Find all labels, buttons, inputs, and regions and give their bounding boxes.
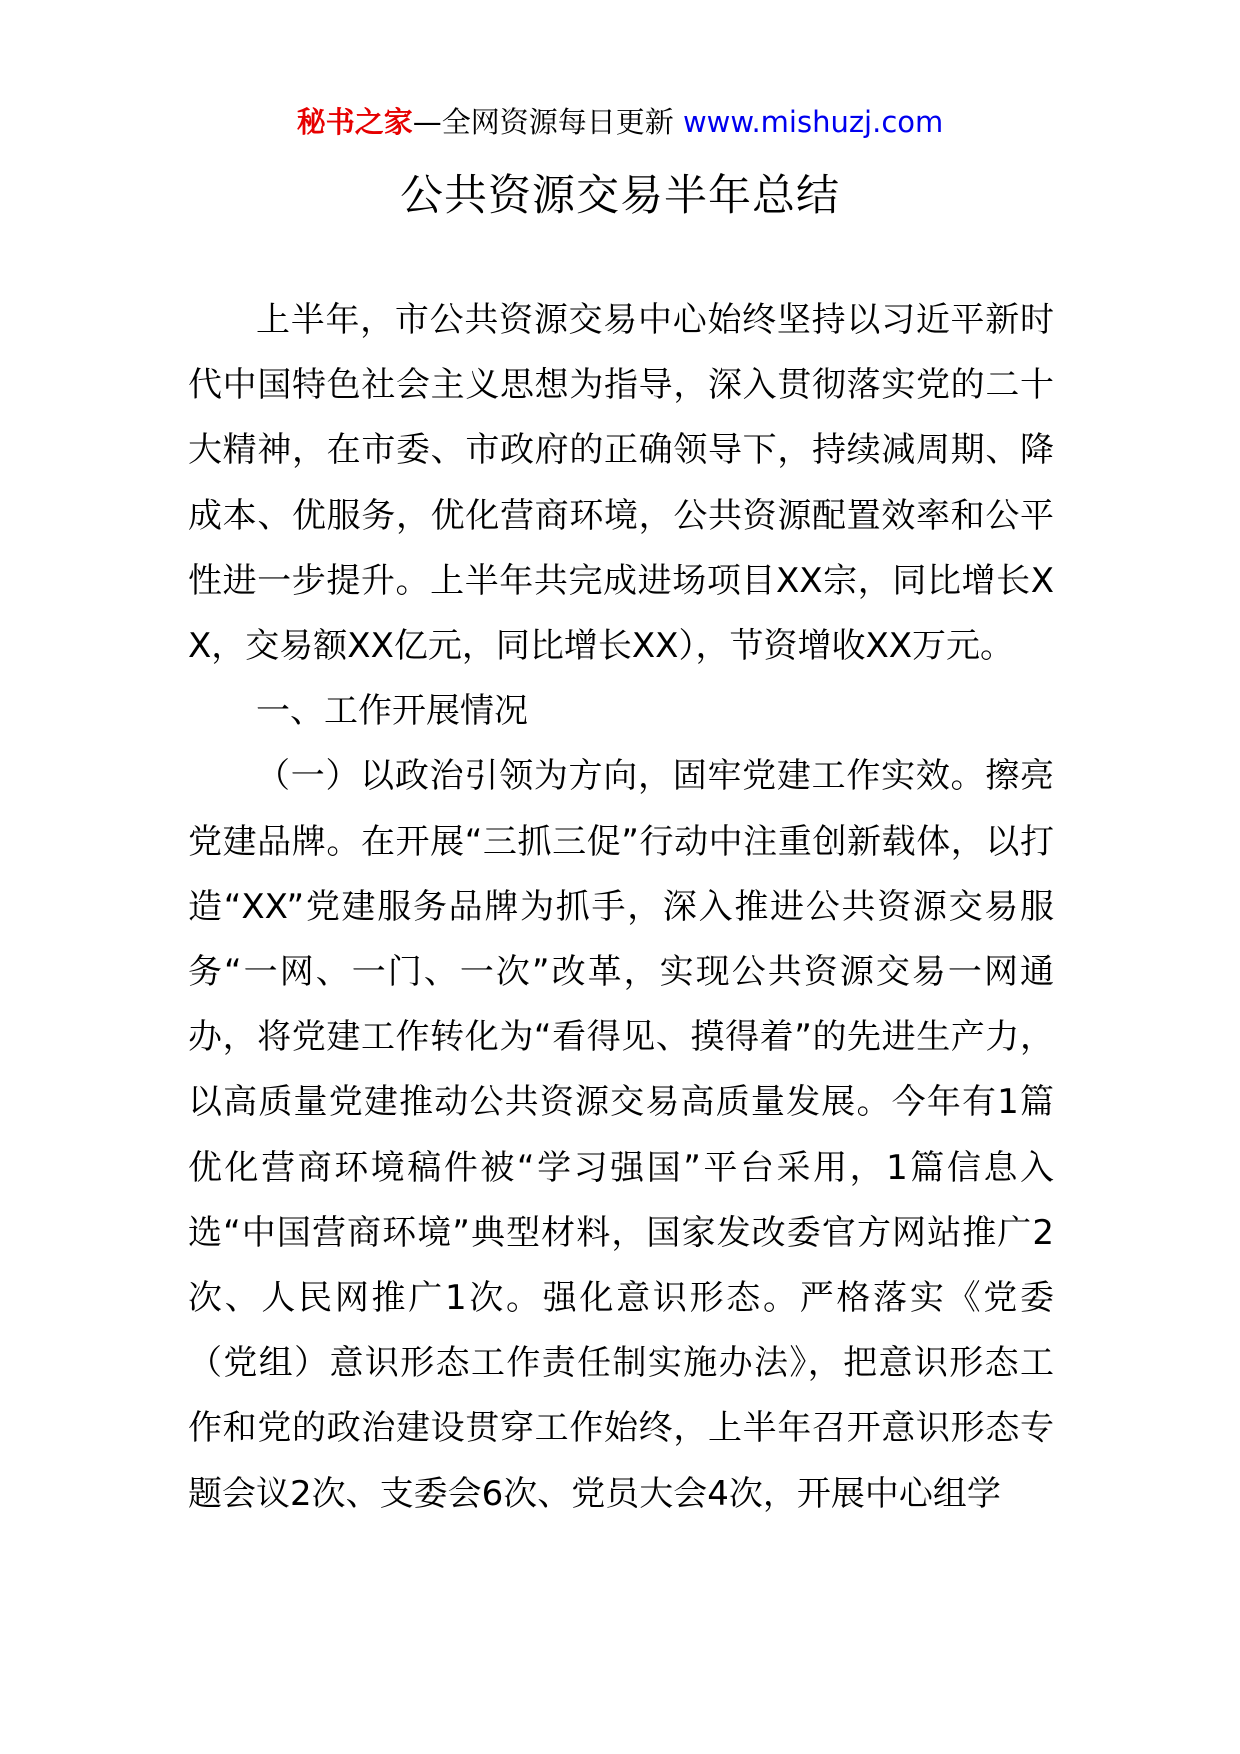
subsection-paragraph: （一）以政治引领为方向，固牢党建工作实效。擦亮党建品牌。在开展“三抓三促”行动中注重创新载体，以打造“XX”党建服务品牌为抓手，深入推进公共资源交易服务“一网、一门、一次”改革，实现公共资源交易一网通办，将党建工作转化为“看得见、摸得着”的先进生产力，以高质量党建推动公共资源交易高质量发展。今年有1篇优化营商环境稿件被“学习强国”平台采用，1篇信息入选“中国营商环境”典型材料，国家发改委官方网站推广2次、人民网推广1次。强化意识形态。严格落实《党委（党组）意识形态工作责任制实施办法》，把意识形态工作和党的政治建设贯穿工作始终，上半年召开意识形态专题会议2次、支委会6次、党员大会4次，开展中心组学 (188, 756, 1054, 1514)
site-header (0, 102, 1240, 142)
section-heading: 一、工作开展情况 (256, 691, 528, 732)
intro-paragraph: 上半年，市公共资源交易中心始终坚持以习近平新时代中国特色社会主义思想为指导，深入贯彻落实党的二十大精神，在市委、市政府的正确领导下，持续减周期、降成本、优服务，优化营商环境，公共资源配置效率和公平性进一步提升。上半年共完成进场项目XX宗，同比增长XX，交易额XX亿元，同比增长XX），节资增收XX万元。 (188, 300, 1054, 667)
site-brand: 秘书之家 (296, 105, 413, 139)
site-tagline: —全网资源每日更新 (412, 105, 683, 139)
document-body (188, 288, 1054, 1527)
document-title: 公共资源交易半年总结 (400, 171, 840, 221)
site-url-link[interactable]: www.mishuzj.com (682, 105, 944, 139)
